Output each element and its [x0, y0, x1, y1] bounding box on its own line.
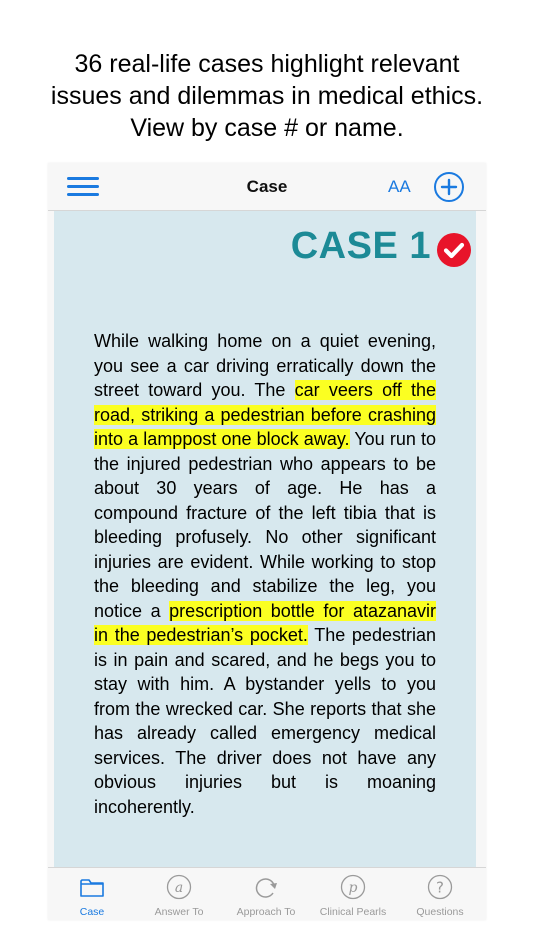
tab-label: Approach To — [236, 906, 296, 918]
folder-icon — [79, 874, 105, 900]
svg-text:?: ? — [436, 878, 444, 897]
tab-label: Case — [79, 906, 105, 918]
svg-text:p: p — [348, 880, 358, 896]
highlighted-text[interactable]: prescription bottle for atazanavir in the pedestrian’s pocket. — [94, 600, 436, 645]
case-content[interactable] — [54, 211, 476, 867]
caption-line-3: View by case # or name. — [130, 114, 404, 142]
tab-label: Questions — [416, 906, 464, 918]
case-text-segment: You run to the injured pedestrian who appears to be about 30 years of age. He has a compound fracture of the left tibia that is bleeding profusely. No other significant injuries are evident. While working to stop the bleeding and stabilize the leg, you notice a — [94, 429, 436, 621]
pearl-p-icon — [340, 874, 366, 900]
nav-title: Case — [246, 177, 288, 196]
promo-caption — [0, 48, 534, 144]
font-size-button[interactable]: AA — [388, 177, 411, 196]
tab-approach-to[interactable] — [222, 868, 310, 920]
case-body-text — [94, 329, 436, 819]
tab-questions[interactable] — [396, 868, 484, 920]
checkmark-badge-icon[interactable] — [437, 233, 471, 267]
highlighted-text[interactable]: car veers off the road, striking a pedestrian before crashing into a lamppost one block away. — [94, 380, 437, 449]
tab-label: Clinical Pearls — [319, 906, 387, 918]
navigation-bar — [48, 163, 486, 211]
tab-clinical-pearls[interactable] — [309, 868, 397, 920]
case-text-segment: While walking home on a quiet evening, you see a car driving erratically down the street toward you. The — [94, 331, 436, 400]
tab-bar — [48, 867, 486, 920]
tab-answer-to[interactable] — [135, 868, 223, 920]
question-icon — [427, 874, 453, 900]
refresh-icon — [253, 874, 279, 900]
caption-line-2: issues and dilemmas in medical ethics. — [50, 82, 484, 110]
tab-label: Answer To — [154, 906, 204, 918]
case-text-segment: The pedestrian is in pain and scared, and he begs you to stay with him. A bystander yells to you from the wrecked car. She reports that she has already called emergency medical services. The driver does not have any obvious injuries but is moaning incoherently. — [94, 625, 436, 817]
at-sign-icon — [166, 874, 192, 900]
plus-circle-icon[interactable] — [434, 172, 464, 202]
tab-case[interactable] — [48, 868, 136, 920]
case-title: CASE 1 — [290, 225, 431, 267]
svg-text:a: a — [174, 880, 184, 896]
caption-line-1: 36 real-life cases highlight relevant — [74, 50, 460, 78]
app-screen — [48, 163, 486, 920]
